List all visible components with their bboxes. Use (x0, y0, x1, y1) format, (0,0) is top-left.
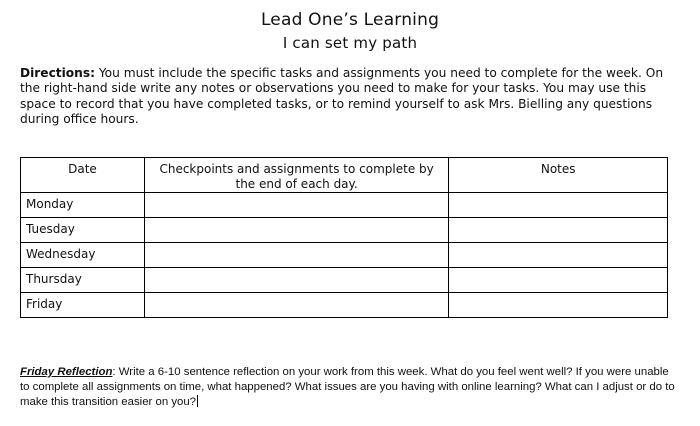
directions-text: You must include the specific tasks and assignments you need to complete for the week. On the right-hand side write any notes or observations you need to make for your tasks. You may use this space to record that you have completed tasks, or to remind yourself to ask Mrs. Bielling any questions during office hours. (20, 66, 664, 127)
page-title: Lead One’s Learning (260, 10, 440, 30)
day-label-thursday: Thursday (21, 268, 145, 293)
directions-paragraph (20, 66, 670, 128)
directions-label: Directions: (20, 66, 95, 80)
table-row-wednesday (21, 243, 668, 268)
page-subtitle: I can set my path (282, 34, 418, 52)
table-header-row (21, 158, 668, 193)
table-row-thursday (21, 268, 668, 293)
day-label-monday: Monday (21, 193, 145, 218)
day-label-tuesday: Tuesday (21, 218, 145, 243)
checkpoints-cell-friday[interactable] (144, 293, 449, 318)
header-notes: Notes (449, 158, 668, 193)
reflection-label: Friday Reflection (20, 366, 113, 378)
table-row-monday (21, 193, 668, 218)
day-label-friday: Friday (21, 293, 145, 318)
checkpoints-cell-thursday[interactable] (144, 268, 449, 293)
checkpoints-cell-monday[interactable] (144, 193, 449, 218)
checkpoints-cell-tuesday[interactable] (144, 218, 449, 243)
text-cursor (197, 395, 198, 407)
weekly-planner-table (20, 157, 668, 318)
checkpoints-cell-wednesday[interactable] (144, 243, 449, 268)
notes-cell-friday[interactable] (449, 293, 668, 318)
header-checkpoints: Checkpoints and assignments to complete by the end of each day. (144, 158, 449, 193)
header-date: Date (21, 158, 145, 193)
day-label-wednesday: Wednesday (21, 243, 145, 268)
notes-cell-monday[interactable] (449, 193, 668, 218)
table-row-friday (21, 293, 668, 318)
friday-reflection-paragraph[interactable] (20, 365, 680, 410)
notes-cell-tuesday[interactable] (449, 218, 668, 243)
table-row-tuesday (21, 218, 668, 243)
reflection-text: : Write a 6-10 sentence reflection on your work from this week. What do you feel went well? If you were unable to complete all assignments on time, what happened? What issues are you having with online learning? What can I adjust or do to make this transition easier on you? (20, 366, 675, 408)
notes-cell-wednesday[interactable] (449, 243, 668, 268)
notes-cell-thursday[interactable] (449, 268, 668, 293)
